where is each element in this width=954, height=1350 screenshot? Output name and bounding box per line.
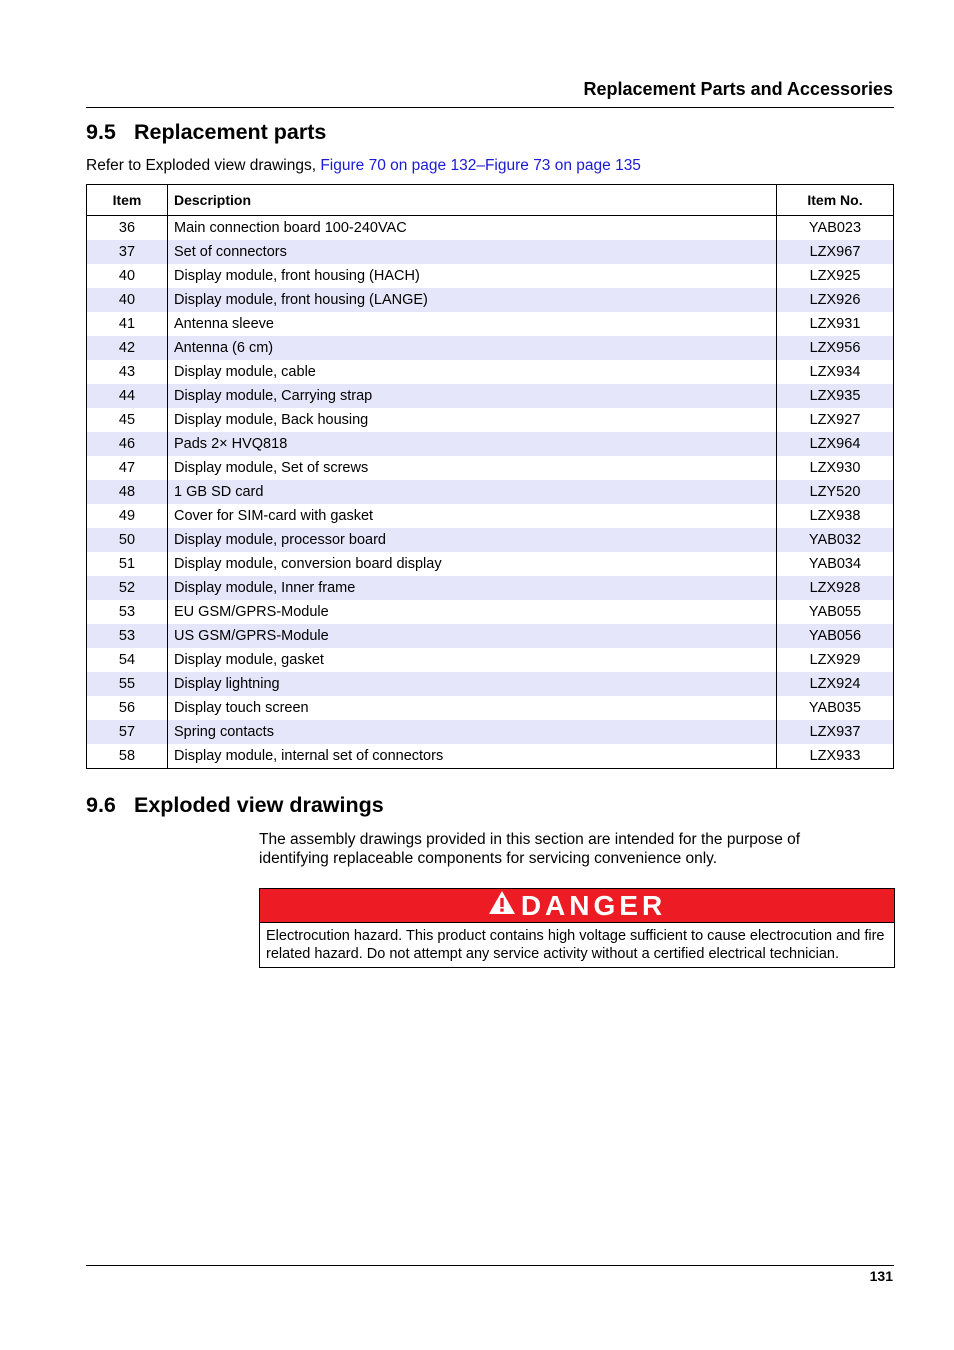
page-number: 131 xyxy=(869,1268,893,1284)
cell-item-no: LZX924 xyxy=(777,672,894,696)
cell-description: EU GSM/GPRS-Module xyxy=(168,600,777,624)
cell-item-no: YAB034 xyxy=(777,552,894,576)
danger-notice xyxy=(259,888,895,968)
cell-description: Display module, processor board xyxy=(168,528,777,552)
section-heading-9-5 xyxy=(86,120,326,145)
cell-item-no: LZX929 xyxy=(777,648,894,672)
cell-description: Display module, cable xyxy=(168,360,777,384)
cell-item: 40 xyxy=(87,288,168,312)
cell-item: 58 xyxy=(87,744,168,769)
warning-triangle-icon xyxy=(488,890,516,922)
table-row xyxy=(87,216,894,241)
cell-item-no: LZX937 xyxy=(777,720,894,744)
cell-description: Display lightning xyxy=(168,672,777,696)
table-row xyxy=(87,312,894,336)
cell-item-no: LZX967 xyxy=(777,240,894,264)
table-row xyxy=(87,480,894,504)
cell-description: 1 GB SD card xyxy=(168,480,777,504)
cell-item: 46 xyxy=(87,432,168,456)
table-row xyxy=(87,264,894,288)
cell-description: Display module, front housing (LANGE) xyxy=(168,288,777,312)
cell-item-no: LZX938 xyxy=(777,504,894,528)
section-number: 9.6 xyxy=(86,793,116,817)
table-body xyxy=(87,216,894,769)
cell-item-no: LZX926 xyxy=(777,288,894,312)
cell-item-no: LZX930 xyxy=(777,456,894,480)
cell-description: Main connection board 100-240VAC xyxy=(168,216,777,241)
column-header-item: Item xyxy=(87,185,168,216)
cell-item-no: LZX956 xyxy=(777,336,894,360)
cell-item: 45 xyxy=(87,408,168,432)
cell-item-no: YAB023 xyxy=(777,216,894,241)
table-row xyxy=(87,576,894,600)
replacement-parts-table xyxy=(86,184,894,769)
table-row xyxy=(87,552,894,576)
cell-description: Antenna (6 cm) xyxy=(168,336,777,360)
table-row xyxy=(87,288,894,312)
table-row xyxy=(87,624,894,648)
section-heading-9-6 xyxy=(86,793,384,818)
cell-item: 40 xyxy=(87,264,168,288)
table-row xyxy=(87,384,894,408)
table-row xyxy=(87,504,894,528)
cell-description: US GSM/GPRS-Module xyxy=(168,624,777,648)
cell-description: Set of connectors xyxy=(168,240,777,264)
cell-item: 43 xyxy=(87,360,168,384)
figure-reference-link[interactable]: Figure 70 on page 132–Figure 73 on page 135 xyxy=(320,157,641,174)
cell-item-no: YAB056 xyxy=(777,624,894,648)
danger-banner xyxy=(260,889,894,923)
cell-description: Display module, internal set of connectors xyxy=(168,744,777,769)
cell-item-no: LZX927 xyxy=(777,408,894,432)
column-header-item-no: Item No. xyxy=(777,185,894,216)
cell-item: 44 xyxy=(87,384,168,408)
section-title: Replacement parts xyxy=(134,120,327,144)
cell-description: Display module, front housing (HACH) xyxy=(168,264,777,288)
cell-item: 42 xyxy=(87,336,168,360)
cell-item-no: LZX934 xyxy=(777,360,894,384)
cell-item-no: LZX931 xyxy=(777,312,894,336)
footer-divider xyxy=(86,1265,894,1266)
exploded-view-intro: The assembly drawings provided in this section are intended for the purpose of identifying replaceable components for servicing convenience only. xyxy=(259,831,801,867)
table-row xyxy=(87,672,894,696)
cell-item: 53 xyxy=(87,600,168,624)
table-header-row xyxy=(87,185,894,216)
cell-description: Display module, Inner frame xyxy=(168,576,777,600)
cell-item: 54 xyxy=(87,648,168,672)
cell-description: Display module, conversion board display xyxy=(168,552,777,576)
cell-item: 41 xyxy=(87,312,168,336)
cell-description: Display module, Set of screws xyxy=(168,456,777,480)
cell-item: 47 xyxy=(87,456,168,480)
cell-item: 57 xyxy=(87,720,168,744)
cell-description: Display module, Carrying strap xyxy=(168,384,777,408)
cell-item: 36 xyxy=(87,216,168,241)
cell-item: 37 xyxy=(87,240,168,264)
intro-lead: Refer to Exploded view drawings, xyxy=(86,157,321,174)
cell-item: 56 xyxy=(87,696,168,720)
section-number: 9.5 xyxy=(86,120,116,144)
table-row xyxy=(87,696,894,720)
table-row xyxy=(87,744,894,769)
table-row xyxy=(87,648,894,672)
table-row xyxy=(87,600,894,624)
cell-item: 55 xyxy=(87,672,168,696)
cell-item: 49 xyxy=(87,504,168,528)
danger-message: Electrocution hazard. This product contains high voltage sufficient to cause electrocution and fire related hazard. Do not attempt any service activity without a certified electrical technician. xyxy=(266,928,885,962)
table-row xyxy=(87,456,894,480)
cell-item: 50 xyxy=(87,528,168,552)
cell-description: Display module, gasket xyxy=(168,648,777,672)
cell-item-no: LZX964 xyxy=(777,432,894,456)
table-row xyxy=(87,720,894,744)
cell-item-no: LZY520 xyxy=(777,480,894,504)
cell-item-no: YAB035 xyxy=(777,696,894,720)
intro-text xyxy=(86,157,641,175)
cell-description: Antenna sleeve xyxy=(168,312,777,336)
cell-item-no: LZX928 xyxy=(777,576,894,600)
running-header-title: Replacement Parts and Accessories xyxy=(583,79,893,99)
cell-item: 52 xyxy=(87,576,168,600)
cell-item: 53 xyxy=(87,624,168,648)
cell-item-no: YAB032 xyxy=(777,528,894,552)
section-title: Exploded view drawings xyxy=(134,793,384,817)
cell-description: Spring contacts xyxy=(168,720,777,744)
danger-word: DANGER xyxy=(520,889,667,921)
cell-item-no: LZX925 xyxy=(777,264,894,288)
table-row xyxy=(87,360,894,384)
cell-item: 51 xyxy=(87,552,168,576)
cell-item-no: YAB055 xyxy=(777,600,894,624)
column-header-description: Description xyxy=(168,185,777,216)
cell-item-no: LZX933 xyxy=(777,744,894,769)
cell-description: Display module, Back housing xyxy=(168,408,777,432)
cell-description: Cover for SIM-card with gasket xyxy=(168,504,777,528)
danger-label xyxy=(488,890,666,922)
table-row xyxy=(87,240,894,264)
cell-description: Display touch screen xyxy=(168,696,777,720)
cell-description: Pads 2× HVQ818 xyxy=(168,432,777,456)
cell-item-no: LZX935 xyxy=(777,384,894,408)
table-row xyxy=(87,336,894,360)
cell-item: 48 xyxy=(87,480,168,504)
table-row xyxy=(87,432,894,456)
table-row xyxy=(87,408,894,432)
table-row xyxy=(87,528,894,552)
header-divider xyxy=(86,107,894,108)
